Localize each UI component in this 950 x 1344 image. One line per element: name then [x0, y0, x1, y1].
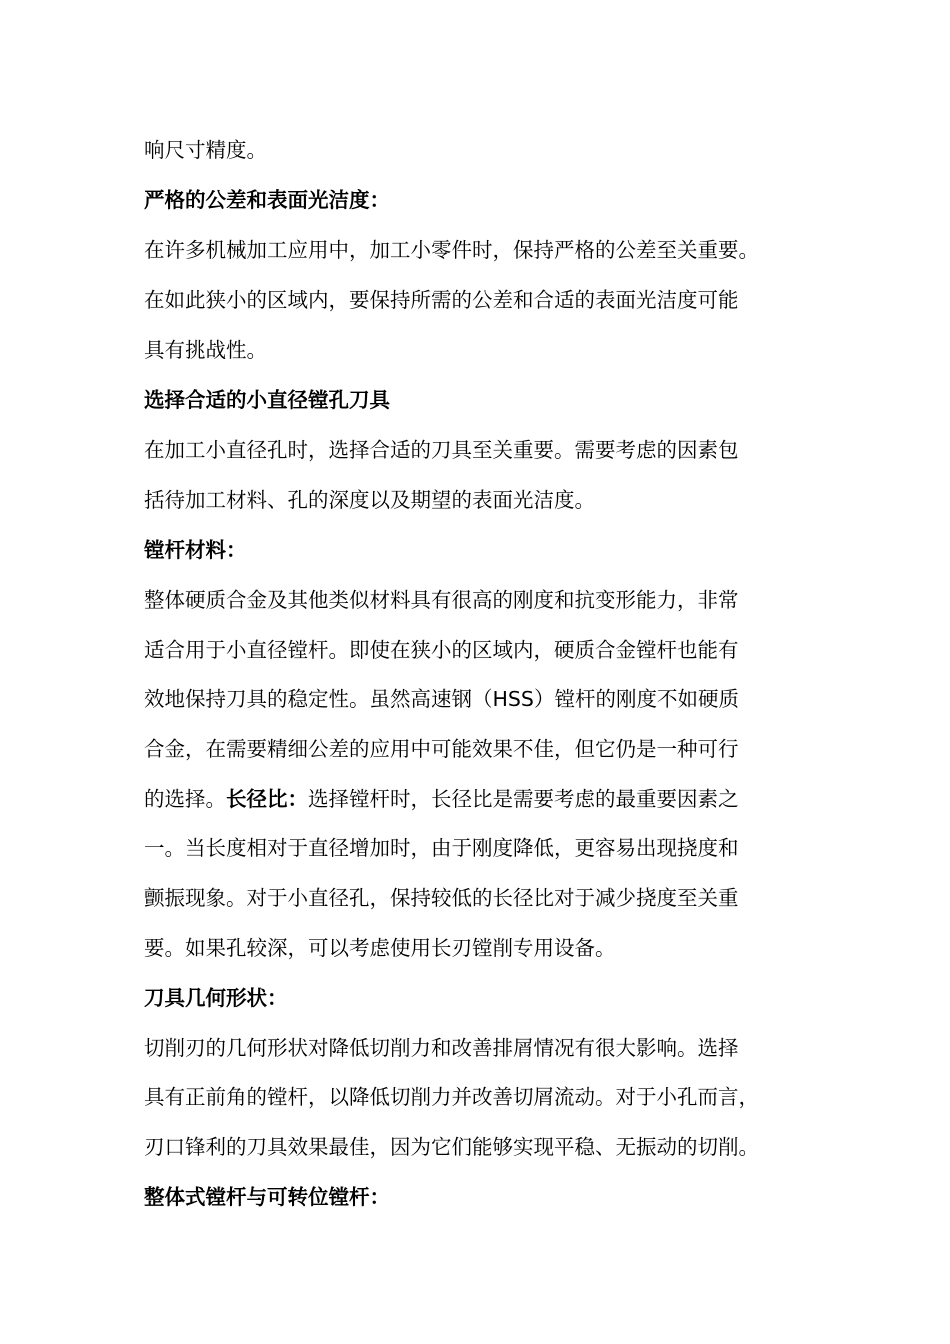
section-heading-geometry: 刀具几何形状：	[144, 986, 288, 1010]
paragraph-line: 响尺寸精度。	[144, 138, 267, 162]
inline-heading-aspect-ratio: 长径比：	[226, 787, 308, 811]
paragraph-line: 刃口锋利的刀具效果最佳，因为它们能够实现平稳、无振动的切削。	[144, 1135, 759, 1159]
paragraph-line: 具有挑战性。	[144, 338, 267, 362]
paragraph-line: 具有正前角的镗杆，以降低切削力并改善切屑流动。对于小孔而言，	[144, 1085, 759, 1109]
paragraph-line: 合金，在需要精细公差的应用中可能效果不佳，但它仍是一种可行	[144, 737, 739, 761]
paragraph-line: 括待加工材料、孔的深度以及期望的表面光洁度。	[144, 488, 595, 512]
section-heading-tolerance: 严格的公差和表面光洁度：	[144, 188, 390, 212]
paragraph-line: 在如此狭小的区域内，要保持所需的公差和合适的表面光洁度可能	[144, 288, 739, 312]
paragraph-line: 效地保持刀具的稳定性。虽然高速钢（HSS）镗杆的刚度不如硬质	[144, 687, 739, 711]
paragraph-line: 在加工小直径孔时，选择合适的刀具至关重要。需要考虑的因素包	[144, 438, 739, 462]
paragraph-line: 颤振现象。对于小直径孔，保持较低的长径比对于减少挠度至关重	[144, 886, 739, 910]
paragraph-line: 适合用于小直径镗杆。即使在狭小的区域内，硬质合金镗杆也能有	[144, 638, 739, 662]
paragraph-line: 切削刃的几何形状对降低切削力和改善排屑情况有很大影响。选择	[144, 1036, 739, 1060]
paragraph-line: 一。当长度相对于直径增加时，由于刚度降低，更容易出现挠度和	[144, 836, 739, 860]
paragraph-line: 在许多机械加工应用中，加工小零件时，保持严格的公差至关重要。	[144, 238, 759, 262]
section-heading-bar-material: 镗杆材料：	[144, 538, 247, 562]
section-heading-solid-vs-indexable: 整体式镗杆与可转位镗杆：	[144, 1185, 390, 1209]
paragraph-line: 要。如果孔较深，可以考虑使用长刃镗削专用设备。	[144, 936, 616, 960]
paragraph-line: 整体硬质合金及其他类似材料具有很高的刚度和抗变形能力，非常	[144, 588, 739, 612]
section-heading-select-tool: 选择合适的小直径镗孔刀具	[144, 388, 390, 412]
line-text: 的选择。	[144, 787, 226, 811]
line-text: 选择镗杆时，长径比是需要考虑的最重要因素之	[308, 787, 739, 811]
paragraph-line-with-bold	[144, 785, 739, 813]
